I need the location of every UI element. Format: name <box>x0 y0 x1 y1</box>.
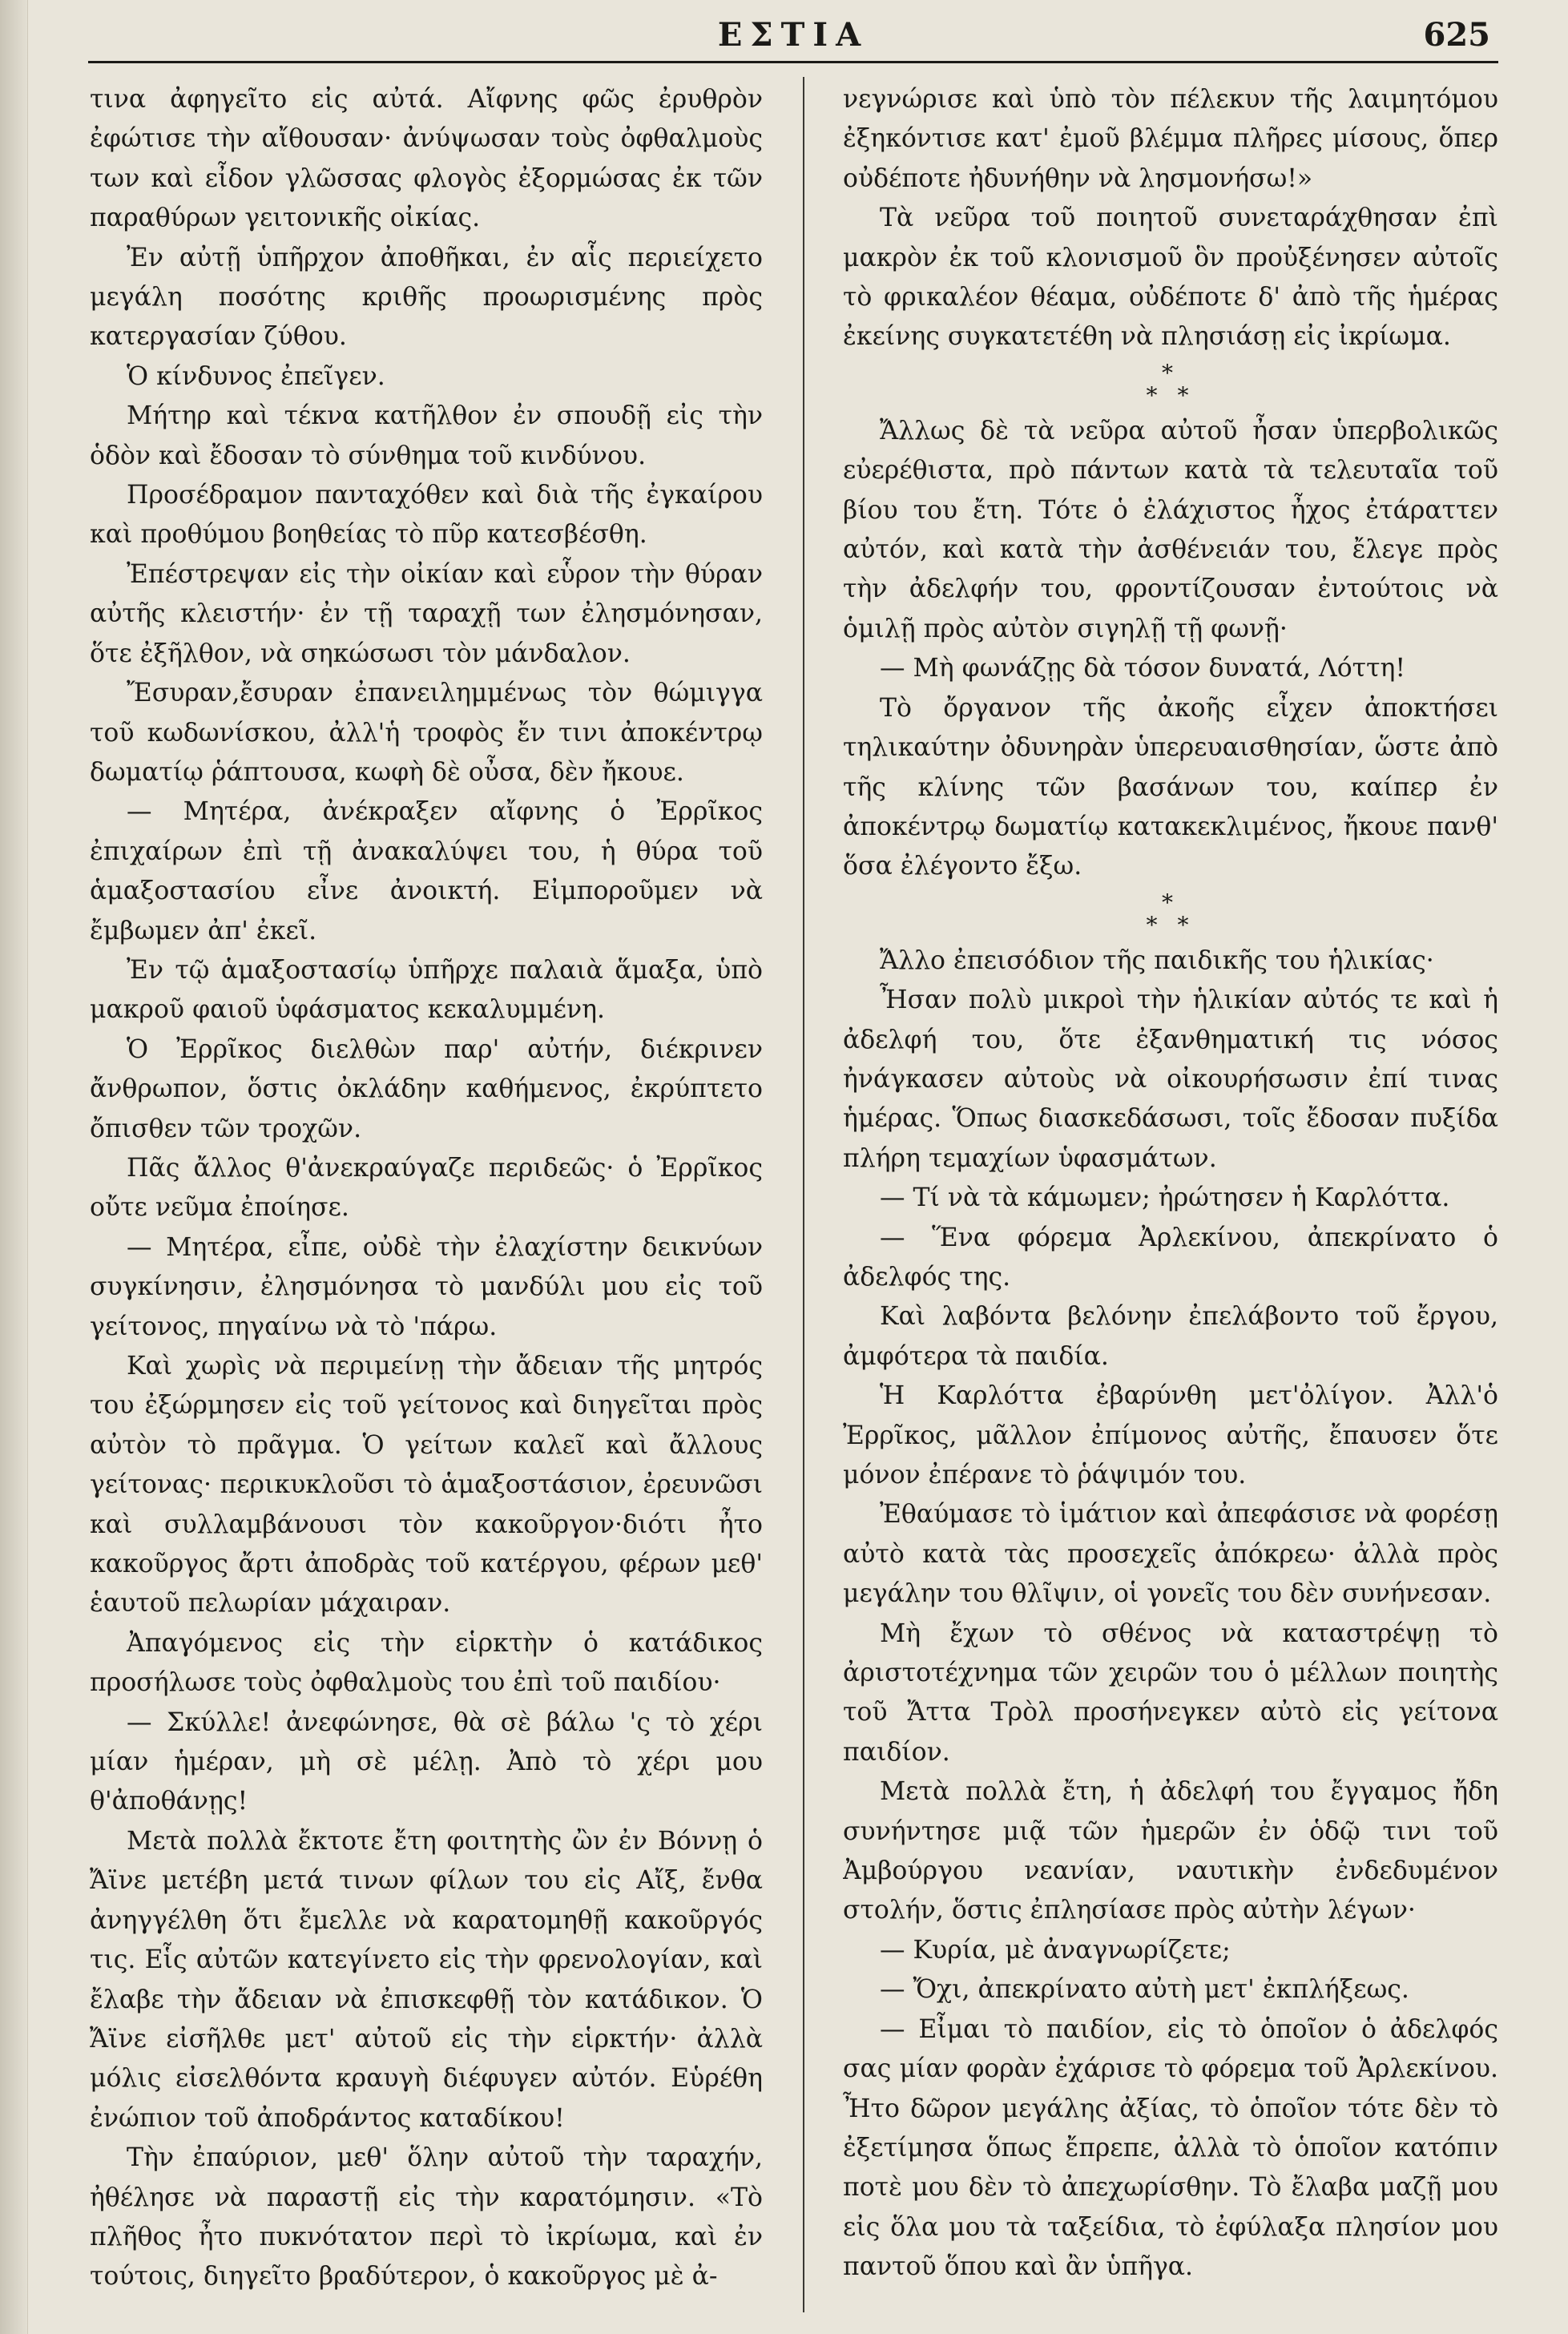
paragraph: Μετὰ πολλὰ ἔκτοτε ἔτη φοιτητὴς ὢν ἐν Βόννῃ ὁ Ἄϊνε μετέβη μετά τινων φίλων του εἰς Αἴξ, ἔνθα ἀνηγγέλθη ὅτι ἔμελλε νὰ καρατομηθῇ κακοῦργός τις. Εἷς αὐτῶν κατεγίνετο εἰς τὴν φρενολογίαν, καὶ ἔλαβε τὴν ἄδειαν νὰ ἐπισκεφθῇ τὸν κατάδικον. Ὁ Ἄϊνε εἰσῆλθε μετ' αὐτοῦ εἰς τὴν εἱρκτήν· ἀλλὰ μόλις εἰσελθόντα κραυγὴ διέφυγεν αὐτόν. Εὑρέθη ἐνώπιον τοῦ ἀποδράντος καταδίκου! <box>90 1826 763 2133</box>
paragraph: — Ἕνα φόρεμα Ἀρλεκίνου, ἀπεκρίνατο ὁ ἀδελφός της. <box>843 1223 1498 1292</box>
paragraph: — Τί νὰ τὰ κάμωμεν; ἠρώτησεν ἡ Καρλόττα. <box>880 1183 1450 1213</box>
paragraph: — Μητέρα, εἶπε, οὐδὲ τὴν ἐλαχίστην δεικνύων συγκίνησιν, ἐλησμόνησα τὸ μανδύλι μου εἰς τοῦ γείτονος, πηγαίνω νὰ τὸ 'πάρω. <box>90 1232 763 1341</box>
paragraph: Ἄλλο ἐπεισόδιον τῆς παιδικῆς του ἡλικίας· <box>880 945 1434 975</box>
paragraph: Ἀπαγόμενος εἰς τὴν εἱρκτὴν ὁ κατάδικος προσήλωσε τοὺς ὀφθαλμοὺς του ἐπὶ τοῦ παιδίου· <box>90 1628 763 1698</box>
paragraph: — Σκύλλε! ἀνεφώνησε, θὰ σὲ βάλω 'ς τὸ χέρι μίαν ἡμέραν, μὴ σὲ μέλῃ. Ἀπὸ τὸ χέρι μου θ'ἀποθάνῃς! <box>90 1707 763 1816</box>
paragraph: τινα ἀφηγεῖτο εἰς αὐτά. Αἴφνης φῶς ἐρυθρὸν ἐφώτισε τὴν αἴθουσαν· ἀνύψωσαν τοὺς ὀφθαλμοὺς των καὶ εἶδον γλῶσσας φλογὸς ἐξορμώσας ἐκ τῶν παραθύρων γειτονικῆς οἰκίας. <box>90 85 763 233</box>
paragraph: Μὴ ἔχων τὸ σθένος νὰ καταστρέψῃ τὸ ἀριστοτέχνημα τῶν χειρῶν του ὁ μέλλων ποιητὴς τοῦ Ἄττα Τρὸλ προσήνεγκεν αὐτὸ εἰς γείτονα παιδίον. <box>843 1618 1498 1767</box>
paragraph: Μετὰ πολλὰ ἔτη, ἡ ἀδελφή του ἔγγαμος ἤδη συνήντησε μιᾷ τῶν ἡμερῶν ἐν ὁδῷ τινι τοῦ Ἀμβούργου νεανίαν, ναυτικὴν ἐνδεδυμένον στολήν, ὅστις ἐπλησίασε πρὸς αὐτὴν λέγων· <box>843 1777 1498 1925</box>
paragraph: Ὁ κίνδυνος ἐπεῖγεν. <box>127 361 385 391</box>
paragraph: — Ὄχι, ἀπεκρίνατο αὐτὴ μετ' ἐκπλήξεως. <box>880 1975 1409 2005</box>
paragraph: — Μητέρα, ἀνέκραξεν αἴφνης ὁ Ἐρρῖκος ἐπιχαίρων ἐπὶ τῇ ἀνακαλύψει του, ἡ θύρα τοῦ ἁμαξοστασίου εἶνε ἀνοικτή. Εἰμποροῦμεν νὰ ἔμβωμεν ἀπ' ἐκεῖ. <box>90 797 763 945</box>
right-column <box>843 80 1498 2316</box>
paragraph: Ἔσυραν,ἔσυραν ἐπανειλημμένως τὸν θώμιγγα τοῦ κωδωνίσκου, ἀλλ'ἡ τροφὸς ἔν τινι ἀποκέντρῳ δωματίῳ ῥάπτουσα, κωφὴ δὲ οὖσα, δὲν ἤκουε. <box>90 679 763 787</box>
paragraph: Καὶ χωρὶς νὰ περιμείνῃ τὴν ἄδειαν τῆς μητρός του ἐξώρμησεν εἰς τοῦ γείτονος καὶ διηγεῖται πρὸς αὐτὸν τὸ πρᾶγμα. Ὁ γείτων καλεῖ καὶ ἄλλους γείτονας· περικυκλοῦσι τὸ ἁμαξοστάσιον, ἐρευνῶσι καὶ συλλαμβάνουσι τὸν κακοῦργον·διότι ἦτο κακοῦργος ἄρτι ἀποδρὰς τοῦ κατέργου, φέρων μεθ' ἑαυτοῦ πελωρίαν μάχαιραν. <box>90 1352 763 1618</box>
paragraph: Καὶ λαβόντα βελόνην ἐπελάβοντο τοῦ ἔργου, ἀμφότερα τὰ παιδία. <box>843 1302 1498 1371</box>
paragraph: Ἄλλως δὲ τὰ νεῦρα αὐτοῦ ἦσαν ὑπερβολικῶς εὐερέθιστα, πρὸ πάντων κατὰ τὰ τελευταῖα τοῦ βίου του ἔτη. Τότε ὁ ἐλάχιστος ἦχος ἐτάραττεν αὐτόν, καὶ κατὰ τὴν ἀσθένειάν του, ἔλεγε πρὸς τὴν ἀδελφήν του, φροντίζουσαν ἐντούτοις νὰ ὁμιλῇ πρὸς αὐτὸν σιγηλῇ τῇ φωνῇ· <box>843 416 1498 643</box>
paragraph: Ἦσαν πολὺ μικροὶ τὴν ἡλικίαν αὐτός τε καὶ ἡ ἀδελφή του, ὅτε ἐξανθηματική τις νόσος ἠνάγκασεν αὐτοὺς νὰ οἰκουρήσωσιν ἐπί τινας ἡμέρας. Ὅπως διασκεδάσωσι, τοῖς ἔδοσαν πυξίδα πλήρη τεμαχίων ὑφασμάτων. <box>843 986 1498 1173</box>
asterism-text: * * * <box>1146 359 1195 409</box>
paragraph: Ἐθαύμασε τὸ ἱμάτιον καὶ ἀπεφάσισε νὰ φορέσῃ αὐτὸ κατὰ τὰς προσεχεῖς ἀπόκρεω· ἀλλὰ πρὸς μεγάλην του θλῖψιν, οἱ γονεῖς του δὲν συνήνεσαν. <box>843 1500 1498 1609</box>
paragraph: — Κυρία, μὲ ἀναγνωρίζετε; <box>880 1935 1231 1965</box>
paragraph: Μήτηρ καὶ τέκνα κατῆλθον ἐν σπουδῇ εἰς τὴν ὁδὸν καὶ ἔδοσαν τὸ σύνθημα τοῦ κινδύνου. <box>90 401 763 470</box>
paragraph: Τὴν ἐπαύριον, μεθ' ὅλην αὐτοῦ τὴν ταραχήν, ἠθέλησε νὰ παραστῇ εἰς τὴν καρατόμησιν. «Τὸ πλῆθος ἦτο πυκνότατον περὶ τὸ ἰκρίωμα, καὶ ἐν τούτοις, διηγεῖτο βραδύτερον, ὁ κακοῦργος μὲ ἀ- <box>90 2143 763 2292</box>
paragraph: Πᾶς ἄλλος θ'ἀνεκραύγαζε περιδεῶς· ὁ Ἐρρῖκος οὔτε νεῦμα ἐποίησε. <box>90 1153 763 1223</box>
paragraph: Τὰ νεῦρα τοῦ ποιητοῦ συνεταράχθησαν ἐπὶ μακρὸν ἐκ τοῦ κλονισμοῦ ὃν προὐξένησεν αὐτοῖς τὸ φρικαλέον θέαμα, οὐδέποτε δ' ἀπὸ τῆς ἡμέρας ἐκείνης συγκατετέθη νὰ πλησιάσῃ εἰς ἰκρίωμα. <box>843 204 1498 352</box>
paragraph: Ὁ Ἐρρῖκος διελθὼν παρ' αὐτήν, διέκρινεν ἄνθρωπον, ὅστις ὀκλάδην καθήμενος, ἐκρύπτετο ὄπισθεν τῶν τροχῶν. <box>90 1034 763 1143</box>
running-title: ΕΣΤΙΑ <box>717 16 869 54</box>
paragraph: Ἡ Καρλόττα ἐβαρύνθη μετ'ὀλίγον. Ἀλλ'ὁ Ἐρρῖκος, μᾶλλον ἐπίμονος αὐτῆς, ἔπαυσεν ὅτε μόνον ἐπέρανε τὸ ῥάψιμόν του. <box>843 1381 1498 1489</box>
paragraph: Ἐν τῷ ἁμαξοστασίῳ ὑπῆρχε παλαιὰ ἅμαξα, ὑπὸ μακροῦ φαιοῦ ὑφάσματος κεκαλυμμένη. <box>90 955 763 1025</box>
page-binding-edge <box>0 0 28 2334</box>
left-column <box>90 80 763 2316</box>
paragraph: Προσέδραμον πανταχόθεν καὶ διὰ τῆς ἐγκαίρου καὶ προθύμου βοηθείας τὸ πῦρ κατεσβέσθη. <box>90 481 763 550</box>
paragraph: — Εἶμαι τὸ παιδίον, εἰς τὸ ὁποῖον ὁ ἀδελφός σας μίαν φορὰν ἐχάρισε τὸ φόρεμα τοῦ Ἀρλεκίνου. Ἦτο δῶρον μεγάλης ἀξίας, τὸ ὁποῖον τότε δὲν τὸ ἐξετίμησα ὅπως ἔπρεπε, ἀλλὰ τὸ ὁποῖον κατόπιν ποτὲ μου δὲν τὸ ἀπεχωρίσθην. Τὸ ἔλαβα μαζῇ μου εἰς ὅλα μου τὰ ταξείδια, τὸ ἐφύλαξα πλησίον μου παντοῦ ὅπου καὶ ἂν ὑπῆγα. <box>843 2014 1498 2282</box>
paragraph: νεγνώρισε καὶ ὑπὸ τὸν πέλεκυν τῆς λαιμητόμου ἐξηκόντισε κατ' ἐμοῦ βλέμμα πλῆρες μίσους, ὅπερ οὐδέποτε ἠδυνήθην νὰ λησμονήσω!» <box>843 85 1498 193</box>
paragraph: — Μὴ φωνάζῃς δὰ τόσον δυνατά, Λόττη! <box>880 654 1406 683</box>
header-rule <box>88 61 1498 63</box>
asterism-separator <box>843 359 1498 409</box>
asterism-text: * * * <box>1146 889 1195 938</box>
column-divider <box>803 77 804 2312</box>
paragraph: Τὸ ὄργανον τῆς ἀκοῆς εἶχεν ἀποκτήσει τηλικαύτην ὀδυνηρὰν ὑπερευαισθησίαν, ὥστε ἀπὸ τῆς κλίνης τῶν βασάνων του, καίπερ ἐν ἀποκέντρῳ δωματίῳ κατακεκλιμένος, ἤκουε πανθ' ὅσα ἐλέγοντο ἔξω. <box>843 693 1498 881</box>
page-header <box>88 11 1498 61</box>
asterism-separator <box>843 889 1498 938</box>
paragraph: Ἐν αὐτῇ ὑπῆρχον ἀποθῆκαι, ἐν αἷς περιείχετο μεγάλη ποσότης κριθῆς προωρισμένης πρὸς κατεργασίαν ζύθου. <box>90 243 763 352</box>
page-number: 625 <box>1423 16 1490 54</box>
paragraph: Ἐπέστρεψαν εἰς τὴν οἰκίαν καὶ εὗρον τὴν θύραν αὐτῆς κλειστήν· ἐν τῇ ταραχῇ των ἐλησμόνησαν, ὅτε ἐξῆλθον, νὰ σηκώσωσι τὸν μάνδαλον. <box>90 559 763 668</box>
